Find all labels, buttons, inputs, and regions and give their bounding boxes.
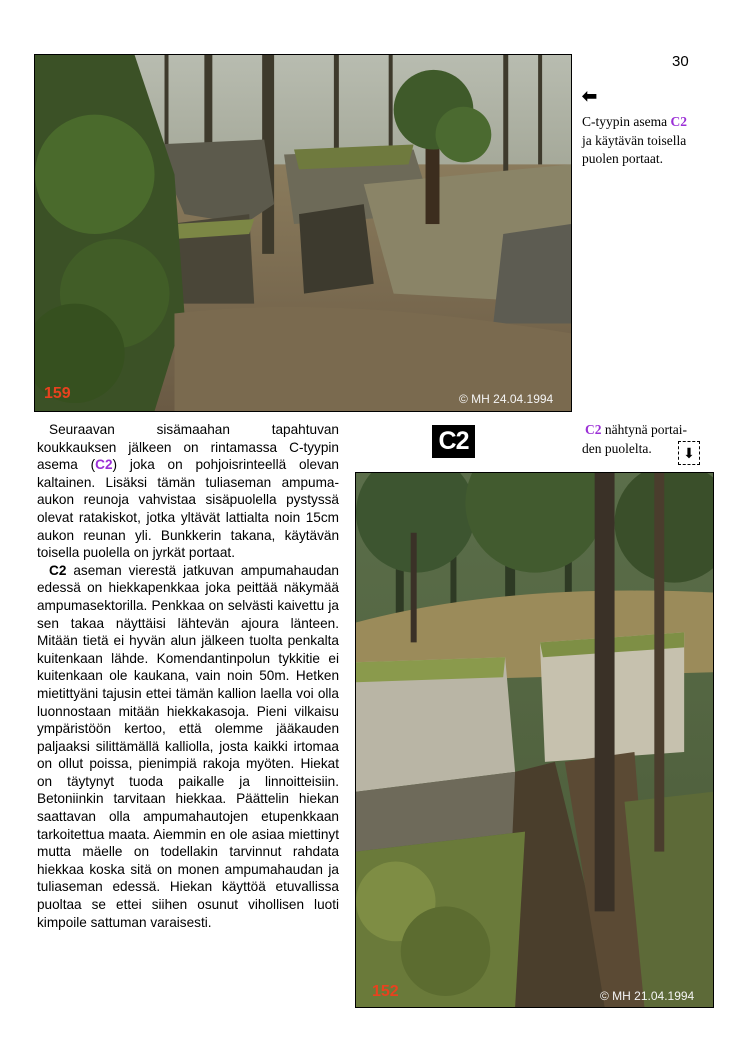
photo-credit: © MH 24.04.1994 — [459, 392, 554, 406]
caption-line2: ja käytävän toisella — [582, 132, 687, 148]
paragraph-2 — [37, 562, 339, 931]
down-arrow-icon: ⬇ — [678, 441, 700, 465]
photo-image — [35, 55, 571, 411]
paragraph-2-text: aseman vierestä jatkuvan ampumahaudan edessä on hiekkapenkkaa joka peittää näkymää ampumasektorilla. Penkkaa on selvästi kaivettu ja sen takaa näyttäisi lähtevän ajoura länteen. Mitään tietä ei hyvän alun jälkeen tuolta penkalta kuitenkaan lähde. Komendantinpolun tykkitie ei kuitenkaan ole kaukana, vain noin 50m. Hetken mietittyäni tajusin ettei tämän kallion laella voi olla luonnostaan mitään hiekkakasoja. Pieni vilkaisu ympäristöön kertoo, että olemme jääkauden paljaaksi silittämällä kalliolla, josta kaikki irtomaa on ollut poissa, pienimpiä rakoja myöten. Hiekat on täytynyt tuoda paikalle ja linnoitteisiin. Betoniinkin tarvitaan hiekkaa. Päättelin hiekan saattavan olla ampumahautojen etupenkkaan tarkoitettua maata. Aiemmin en ole asiaa miettinyt mutta mäelle on todellakin tarvinnut rahdata hiekkaa koska sitä on monen ampumahaudan ja tuliaseman edessä. Hiekan käyttöä etuvallissa puoltaa se ettei siihen osunut vihollisen luoti kimpoile sattuman varaisesti. — [37, 562, 339, 930]
paragraph-1-text-a: Seuraavan sisämaahan tapahtuvan koukkauksen jälkeen on rintamassa C-tyypin asema ( — [37, 422, 339, 473]
photo-number: 159 — [44, 385, 71, 402]
caption-ref-c2: C2 — [585, 422, 602, 437]
caption-text: C-tyypin asema — [582, 114, 671, 129]
left-arrow-icon: ⬅ — [582, 86, 598, 106]
caption-line2: den puolelta. — [582, 440, 652, 456]
paragraph-2-ref-c2: C2 — [49, 562, 67, 578]
paragraph-1-ref-c2: C2 — [95, 457, 113, 473]
top-photo-caption — [582, 113, 732, 169]
body-text — [37, 421, 339, 931]
caption-ref-c2: C2 — [670, 114, 687, 129]
photo-image — [356, 473, 713, 1007]
section-badge-c2: C2 — [432, 425, 475, 458]
caption-line1: nähtynä portai- — [601, 422, 687, 437]
paragraph-1-text-b: ) joka on pohjoisrinteellä olevan kaltainen. Lisäksi tämän tuliaseman ampuma-aukon reunoja vahvistaa sisäpuolella pystyssä olevat ratakiskot, jotka yltävät lattialta noin 15cm aukon reunan yli. Bunkkerin takana, käytävän toisella puolella on jyrkät portaat. — [37, 457, 339, 561]
photo-c2-from-stairs — [355, 472, 714, 1008]
photo-bunker-c2-forest — [34, 54, 572, 412]
photo-credit: © MH 21.04.1994 — [600, 989, 695, 1003]
photo-number: 152 — [372, 983, 399, 1000]
caption-line3: puolen portaat. — [582, 151, 663, 166]
page-number: 30 — [672, 53, 689, 70]
paragraph-1 — [37, 421, 339, 562]
